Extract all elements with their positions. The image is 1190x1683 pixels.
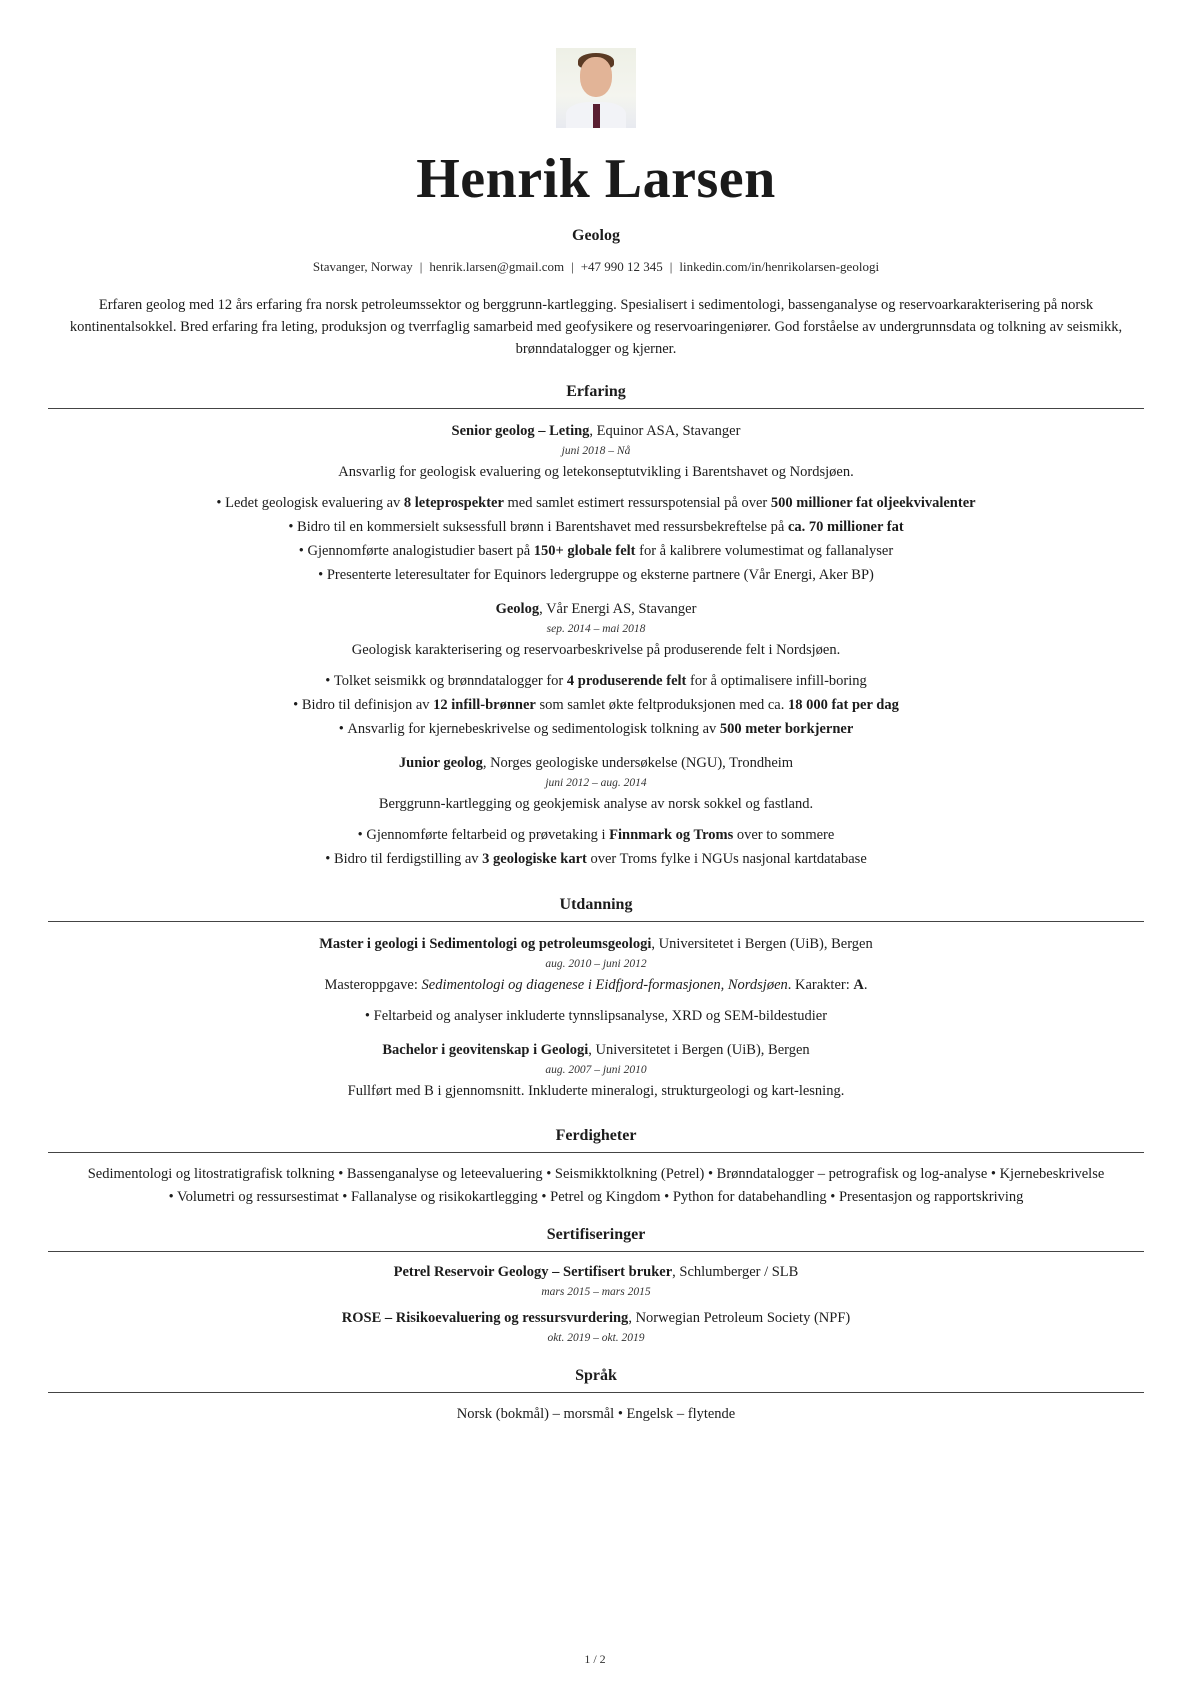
entry-dates: sep. 2014 – mai 2018 <box>546 623 646 635</box>
job-title: Geolog <box>572 227 620 244</box>
cert-org: , Norwegian Petroleum Society (NPF) <box>628 1310 851 1326</box>
entry-role: Senior geolog – Leting <box>451 423 590 439</box>
experience-entry <box>48 599 1144 741</box>
bullet-list <box>48 823 1144 871</box>
separator: | <box>571 259 574 274</box>
entry-description: Masteroppgave: Sedimentologi og diagenese i Eidfjord-formasjonen, Nordsjøen. Karakter: A. <box>324 977 868 993</box>
entry-description: Berggrunn-kartlegging og geokjemisk analyse av norsk sokkel og fastland. <box>378 796 814 812</box>
separator: | <box>419 259 423 274</box>
certification-entry <box>48 1262 1144 1302</box>
education-entry <box>48 934 1144 1028</box>
entry-header <box>48 599 1144 619</box>
contact-linkedin[interactable]: linkedin.com/in/henrikolarsen-geologi <box>679 259 880 274</box>
section-heading-experience: Erfaring <box>48 382 1144 409</box>
entry-header <box>48 421 1144 441</box>
separator: | <box>669 259 673 274</box>
section-heading-education: Utdanning <box>48 895 1144 922</box>
bullet-list <box>48 1004 1144 1028</box>
photo-face-shape <box>580 57 612 97</box>
page-number: 1 / 2 <box>584 1652 606 1666</box>
entry-degree: Master i geologi i Sedimentologi og petroleumsgeologi <box>319 936 652 952</box>
section-heading-skills: Ferdigheter <box>48 1126 1144 1153</box>
experience-entry <box>48 753 1144 871</box>
cert-name: Petrel Reservoir Geology – Sertifisert bruker <box>393 1264 673 1280</box>
entry-description: Geologisk karakterisering og reservoarbeskrivelse på produserende felt i Nordsjøen. <box>351 642 841 658</box>
bullet-item: • Bidro til definisjon av 12 infill-brønner som samlet økte feltproduksjonen med ca. 18 000 fat per dag <box>48 693 1144 717</box>
entry-dates: aug. 2007 – juni 2010 <box>545 1064 647 1076</box>
bullet-item: • Bidro til en kommersielt suksessfull brønn i Barentshavet med ressursbekreftelse på ca. 70 millioner fat <box>48 515 1144 539</box>
photo-tie-shape <box>593 104 600 128</box>
section-heading-languages: Språk <box>48 1366 1144 1393</box>
bullet-item: • Presenterte leteresultater for Equinors ledergruppe og eksterne partnere (Vår Energi, Aker BP) <box>48 563 1144 587</box>
entry-org: , Universitetet i Bergen (UiB), Bergen <box>588 1042 810 1058</box>
entry-header <box>48 1040 1144 1060</box>
skills-line: • Volumetri og ressursestimat • Fallanalyse og risikokartlegging • Petrel og Kingdom • Python for databehandling • Presentasjon og rapportskriving <box>168 1189 1024 1205</box>
skills-list <box>48 1163 1144 1209</box>
entry-header <box>48 753 1144 773</box>
bullet-item: • Feltarbeid og analyser inkluderte tynnslipsanalyse, XRD og SEM-bildestudier <box>48 1004 1144 1028</box>
bullet-item: • Bidro til ferdigstilling av 3 geologiske kart over Troms fylke i NGUs nasjonal kartdatabase <box>48 847 1144 871</box>
entry-org: , Equinor ASA, Stavanger <box>589 423 741 439</box>
entry-dates: okt. 2019 – okt. 2019 <box>547 1332 645 1344</box>
contact-email[interactable]: henrik.larsen@gmail.com <box>429 259 565 274</box>
entry-header <box>48 934 1144 954</box>
entry-dates: mars 2015 – mars 2015 <box>541 1286 651 1298</box>
cert-org: , Schlumberger / SLB <box>672 1264 799 1280</box>
entry-description: Fullført med B i gjennomsnitt. Inkluderte mineralogi, strukturgeologi og kart-lesning. <box>347 1083 845 1099</box>
entry-org: , Norges geologiske undersøkelse (NGU), Trondheim <box>482 755 794 771</box>
entry-role: Geolog <box>495 601 540 617</box>
entry-header <box>48 1308 1144 1328</box>
entry-dates: juni 2018 – Nå <box>561 445 631 457</box>
bullet-item: • Ledet geologisk evaluering av 8 leteprospekter med samlet estimert ressurspotensial på over 500 millioner fat oljeekvivalenter <box>48 491 1144 515</box>
contact-location: Stavanger, Norway <box>312 259 413 274</box>
entry-description: Ansvarlig for geologisk evaluering og letekonseptutvikling i Barentshavet og Nordsjøen. <box>338 464 854 480</box>
skills-line: Sedimentologi og litostratigrafisk tolkning • Bassenganalyse og leteevaluering • Seismikktolkning (Petrel) • Brønndatalogger – petrografisk og log-analyse • Kjernebeskrivelse <box>87 1166 1105 1182</box>
bullet-list <box>48 669 1144 741</box>
entry-dates: juni 2012 – aug. 2014 <box>545 777 647 789</box>
bullet-list <box>48 491 1144 587</box>
grade: A <box>853 977 864 993</box>
contact-phone[interactable]: +47 990 12 345 <box>580 259 663 274</box>
section-heading-certifications: Sertifiseringer <box>48 1225 1144 1252</box>
entry-degree: Bachelor i geovitenskap i Geologi <box>382 1042 589 1058</box>
entry-dates: aug. 2010 – juni 2012 <box>545 958 647 970</box>
bullet-item: • Gjennomførte feltarbeid og prøvetaking i Finnmark og Troms over to sommere <box>48 823 1144 847</box>
bullet-item: • Tolket seismikk og brønndatalogger for 4 produserende felt for å optimalisere infill-boring <box>48 669 1144 693</box>
profile-photo <box>556 48 636 128</box>
entry-role: Junior geolog <box>398 755 483 771</box>
thesis-title: Sedimentologi og diagenese i Eidfjord-formasjonen, Nordsjøen <box>421 977 788 993</box>
candidate-name: Henrik Larsen <box>416 148 776 210</box>
entry-org: , Universitetet i Bergen (UiB), Bergen <box>651 936 873 952</box>
bullet-item: • Ansvarlig for kjernebeskrivelse og sedimentologisk tolkning av 500 meter borkjerner <box>48 717 1144 741</box>
cert-name: ROSE – Risikoevaluering og ressursvurdering <box>341 1310 629 1326</box>
education-entry <box>48 1040 1144 1102</box>
entry-org: , Vår Energi AS, Stavanger <box>539 601 697 617</box>
resume-page <box>48 0 1144 1426</box>
summary-paragraph: Erfaren geolog med 12 års erfaring fra norsk petroleumssektor og berggrunn-kartlegging. Spesialisert i sedimentologi, bassenganalyse og reservoarkarakterisering på norsk kontinentalsokkel. Bred erfaring fra leting, produksjon og tverrfaglig samarbeid med geofysikere og reservoaringeniører. God forståelse av undergrunnsdata og tolkning av seismikk, brønndatalogger og kjerner. <box>69 297 1123 357</box>
languages-list: Norsk (bokmål) – morsmål • Engelsk – flytende <box>456 1406 736 1422</box>
bullet-item: • Gjennomførte analogistudier basert på 150+ globale felt for å kalibrere volumestimat og fallanalyser <box>48 539 1144 563</box>
certification-entry <box>48 1308 1144 1348</box>
experience-entry <box>48 421 1144 587</box>
entry-header <box>48 1262 1144 1282</box>
contact-line <box>48 258 1144 276</box>
